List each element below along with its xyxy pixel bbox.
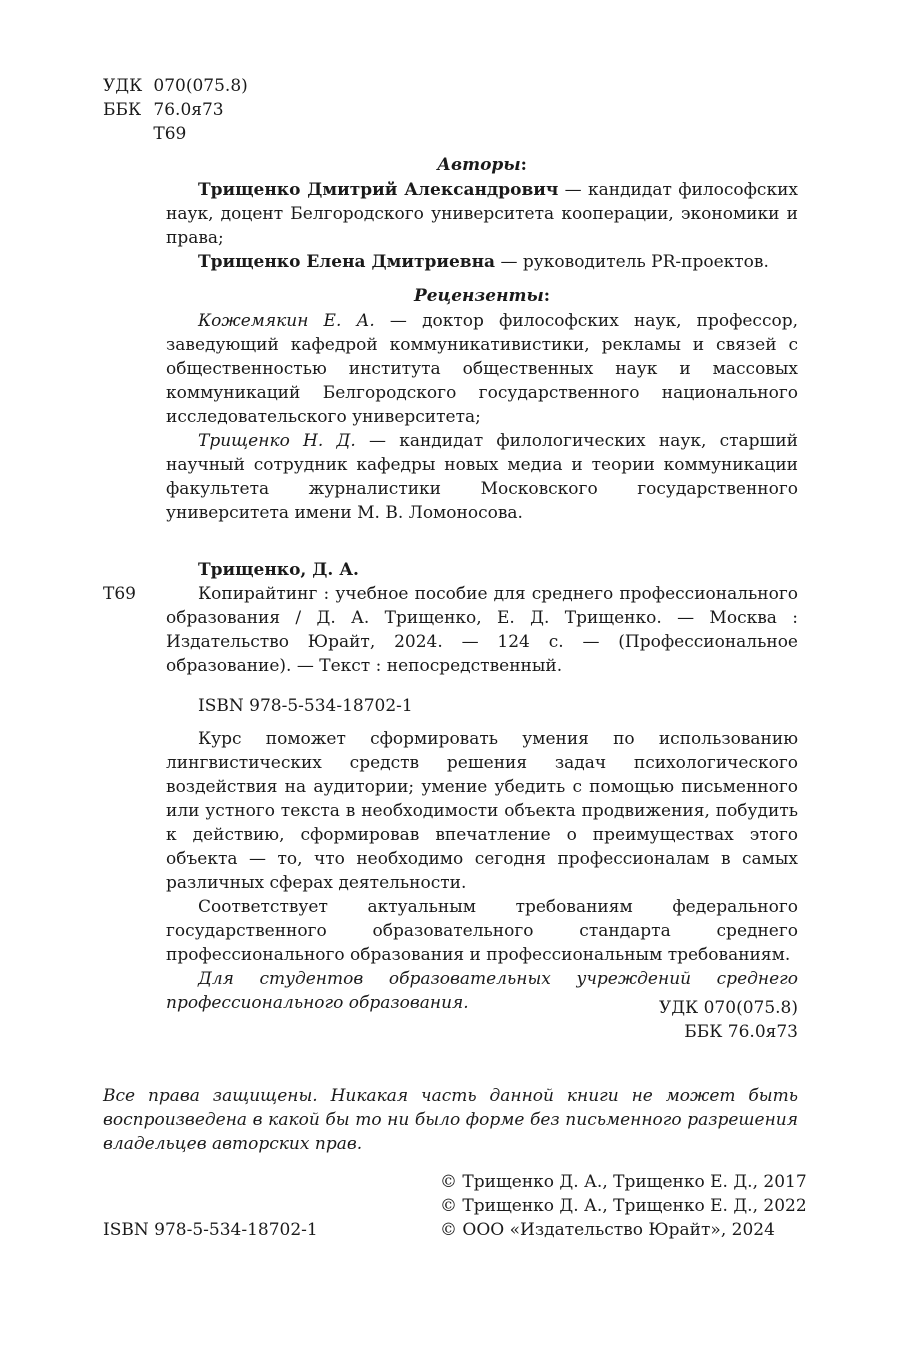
annotation-paragraph: Курс поможет сформировать умения по использованию лингвистических средств решения задач психологического воздействия на аудитории; умение убедить с помощью письменного или устного текста в необходимости объекта продвижения, побудить к действию, сформировав впечатление о преимуществах этого объекта — то, что необходимо сегодня профессионалам в самых различных сферах деятельности. — [166, 729, 798, 893]
author-name: Трищенко Дмитрий Александрович — [198, 180, 559, 200]
author-entry — [166, 178, 798, 250]
reviewer-description: — доктор философских наук, профессор, заведующий кафедрой коммуникативистики, рекламы и связей с общественностью института общественных наук и массовых коммуникаций Белгородского государственного национального исследовательского университета; — [166, 311, 798, 427]
classification-block — [103, 74, 353, 146]
copyright-isbn: ISBN 978-5-534-18702-1 — [103, 1220, 318, 1240]
copyright-lines — [440, 1170, 807, 1242]
reviewer-name: Кожемякин Е. А. — [198, 311, 375, 331]
reviewers-section — [166, 284, 798, 525]
bib-author-heading: Трищенко, Д. А. — [198, 560, 359, 580]
author-mark: Т69 — [153, 124, 187, 144]
bbk-label: ББК — [103, 100, 142, 120]
bib-record — [166, 582, 798, 718]
copyright-line: © Трищенко Д. А., Трищенко Е. Д., 2017 — [440, 1172, 807, 1192]
author-entry — [166, 250, 798, 274]
annotation-section — [166, 727, 798, 1015]
copyright-line: © Трищенко Д. А., Трищенко Е. Д., 2022 — [440, 1196, 807, 1216]
author-description: — руководитель PR-проектов. — [495, 252, 769, 272]
reviewer-entry — [166, 309, 798, 429]
udk-value: 070(075.8) — [153, 76, 248, 96]
author-mark-line — [103, 122, 353, 146]
bbk-line — [103, 98, 353, 122]
authors-heading: Авторы: — [437, 155, 527, 175]
author-description: — кандидат философских наук, доцент Белгородского университета кооперации, экономики и права; — [166, 180, 798, 248]
copyright-line: © ООО «Издательство Юрайт», 2024 — [440, 1220, 775, 1240]
author-name: Трищенко Елена Дмитриевна — [198, 252, 496, 272]
bbk-value: 76.0я73 — [153, 100, 224, 120]
annotation-audience: Для студентов образовательных учреждений среднего профессионального образования. — [166, 969, 798, 1013]
bib-isbn: ISBN 978-5-534-18702-1 — [198, 696, 413, 716]
udk-line — [103, 74, 353, 98]
bib-mark: Т69 — [103, 584, 136, 604]
reviewer-entry — [166, 429, 798, 525]
annotation-paragraph: Соответствует актуальным требованиям федерального государственного образовательного стандарта среднего профессионального образования и профессиональным требованиям. — [166, 897, 798, 965]
udk-label: УДК — [103, 76, 143, 96]
bib-description: Копирайтинг : учебное пособие для среднего профессионального образования / Д. А. Трищенко, Е. Д. Трищенко. — Москва : Издательство Юрайт, 2024. — 124 с. — (Профессиональное образование). — Текст : непосредственный. — [166, 584, 798, 676]
footer-udk: УДК 070(075.8) — [658, 998, 798, 1018]
reviewer-name: Трищенко Н. Д. — [198, 431, 356, 451]
footer-bbk: ББК 76.0я73 — [684, 1022, 798, 1042]
rights-notice: Все права защищены. Никакая часть данной книги не может быть воспроизведена в какой бы то ни было форме без письменного разрешения владельцев авторских прав. — [103, 1086, 798, 1154]
reviewer-description: — кандидат филологических наук, старший научный сотрудник кафедры новых медиа и теории коммуникации факультета журналистики Московского государственного университета имени М. В. Ломоносова. — [166, 431, 798, 523]
reviewers-heading: Рецензенты: — [413, 286, 551, 306]
authors-section — [166, 153, 798, 274]
footer-codes — [498, 996, 798, 1044]
